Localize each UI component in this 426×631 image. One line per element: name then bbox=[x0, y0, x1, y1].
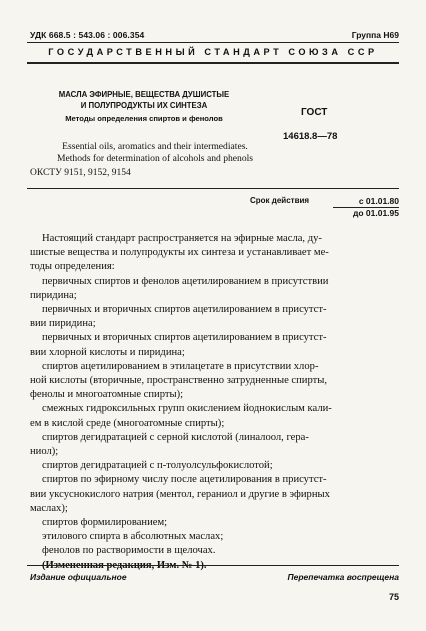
body-line: фенолы и многоатомные спирты); bbox=[30, 389, 184, 401]
body-line: первичных спиртов и фенолов ацетилированием в присутствии bbox=[42, 275, 329, 287]
title-line-2: И ПОЛУПРОДУКТЫ ИХ СИНТЕЗА bbox=[80, 101, 208, 110]
body-line: маслах); bbox=[30, 502, 68, 514]
page-number: 75 bbox=[388, 592, 399, 602]
footer-official-edition: Издание официальное bbox=[30, 572, 127, 582]
body-line: пиридина; bbox=[30, 289, 77, 301]
okstu-codes: ОКСТУ 9151, 9152, 9154 bbox=[30, 168, 131, 178]
body-line: вии уксуснокислого натрия (ментол, гераниол и другие в эфирных bbox=[30, 488, 330, 500]
body-line: спиртов формилированием; bbox=[42, 517, 168, 529]
header-rule bbox=[27, 62, 399, 64]
english-title-line-1: Essential oils, aromatics and their intermediates. bbox=[62, 141, 248, 152]
udk-code: УДК 668.5 : 543.06 : 006.354 bbox=[30, 30, 145, 40]
body-line: фенолов по растворимости в щелочах. bbox=[42, 545, 216, 557]
body-line: первичных и вторичных спиртов ацетилированием в присутст- bbox=[42, 332, 327, 344]
title-line-1: МАСЛА ЭФИРНЫЕ, ВЕЩЕСТВА ДУШИСТЫЕ bbox=[58, 90, 230, 99]
body-line: первичных и вторичных спиртов ацетилированием в присутст- bbox=[42, 304, 327, 316]
body-line: этилового спирта в абсолютных маслах; bbox=[42, 531, 224, 543]
body-line: спиртов по эфирному числу после ацетилирования в присутст- bbox=[42, 474, 327, 486]
okstu-rule bbox=[27, 188, 399, 189]
english-title-line-2: Methods for determination of alcohols and phenols bbox=[56, 152, 254, 164]
validity-from: с 01.01.80 bbox=[333, 196, 399, 208]
top-rule bbox=[27, 42, 399, 43]
body-line: ниол); bbox=[30, 446, 59, 458]
body-line: смежных гидроксильных групп окислением йоднокислым кали- bbox=[42, 403, 332, 415]
title-block bbox=[30, 89, 258, 123]
body-line: ем в кислой среде (многоатомные спирты); bbox=[30, 417, 225, 429]
body-line: спиртов дегидратацией с серной кислотой (линалоол, гера- bbox=[42, 431, 309, 443]
body-line: спиртов дегидратацией с п-толуолсульфокислотой; bbox=[42, 460, 273, 472]
body-text bbox=[30, 232, 400, 573]
body-line: спиртов ацетилированием в этилацетате в присутствии хлор- bbox=[42, 360, 319, 372]
standard-title: ГОСУДАРСТВЕННЫЙ СТАНДАРТ СОЮЗА ССР bbox=[48, 47, 378, 57]
body-line: ной кислоты (вторичные, пространственно затрудненные спирты, bbox=[30, 375, 328, 387]
group-code: Группа Н69 bbox=[351, 30, 399, 40]
validity-label: Срок действия bbox=[250, 196, 310, 205]
validity-to: до 01.01.95 bbox=[352, 208, 399, 218]
amendment-note: (Измененная редакция, Изм. № 1). bbox=[42, 559, 207, 571]
gost-label: ГОСТ bbox=[301, 107, 328, 118]
body-line: вии пиридина; bbox=[30, 318, 96, 330]
english-title bbox=[30, 141, 280, 164]
body-line: вии хлорной кислоты и пиридина; bbox=[30, 346, 185, 358]
body-line: Настоящий стандарт распространяется на эфирные масла, ду- bbox=[42, 233, 322, 244]
body-line: тоды определения: bbox=[30, 261, 115, 273]
footer-rule bbox=[27, 565, 399, 566]
footer-reprint-prohibited: Перепечатка воспрещена bbox=[287, 572, 399, 582]
body-line: шистые вещества и полупродукты их синтеза и устанавливает ме- bbox=[30, 247, 329, 259]
title-subtitle: Методы определения спиртов и фенолов bbox=[65, 114, 223, 123]
gost-number: 14618.8—78 bbox=[283, 131, 338, 142]
